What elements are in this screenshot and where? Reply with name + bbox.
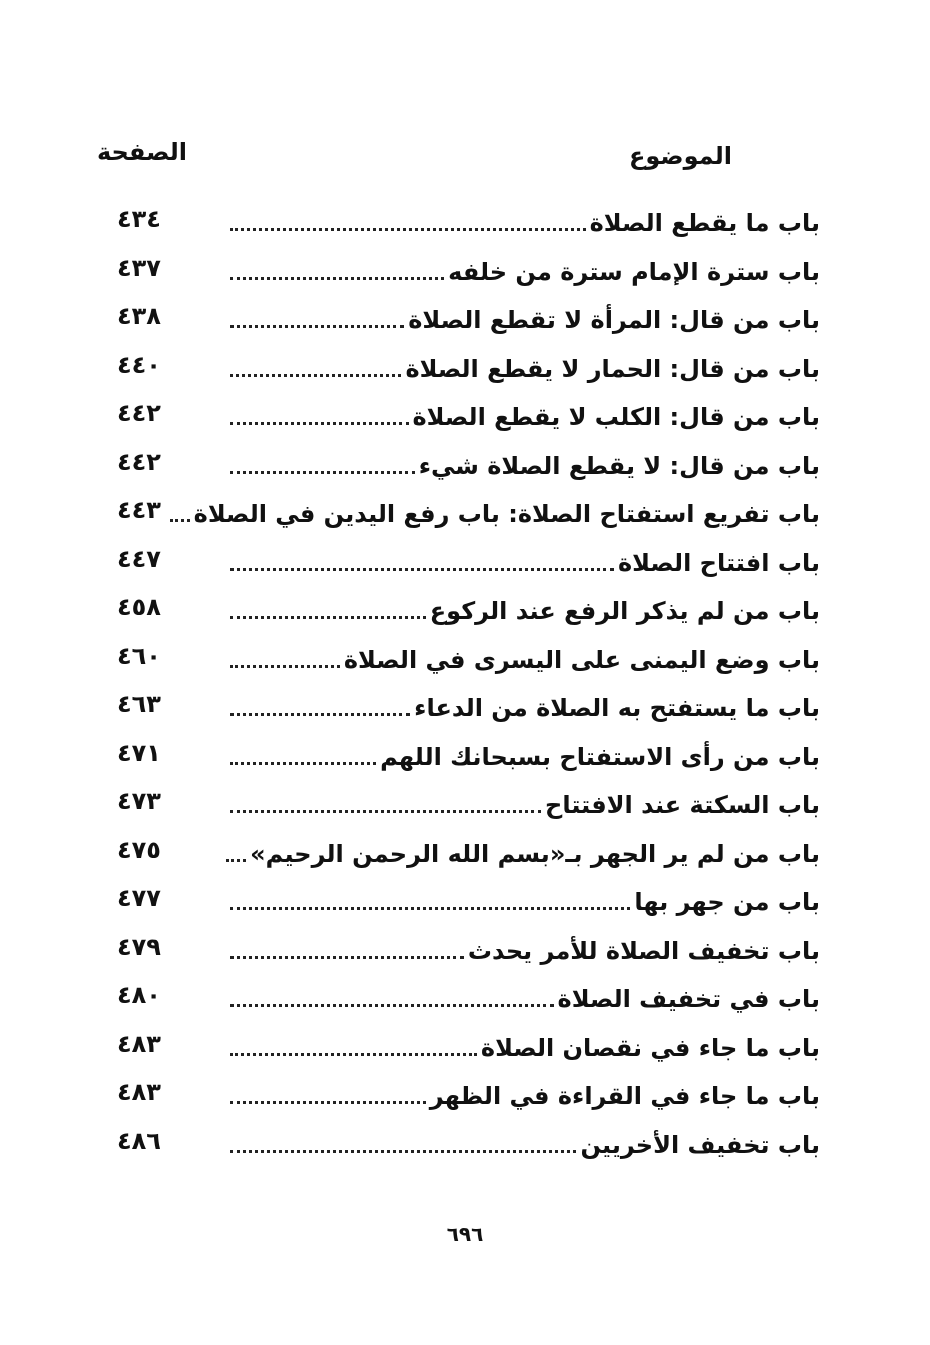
dot-leader xyxy=(230,568,614,571)
dot-leader xyxy=(230,907,630,910)
toc-entry xyxy=(0,1029,930,1073)
dot-leader xyxy=(230,713,410,716)
dot-leader xyxy=(230,956,464,959)
toc-entry-page-number: ٤٧٩ xyxy=(117,932,161,961)
dot-leader xyxy=(230,1101,426,1104)
toc-entry-line xyxy=(193,499,820,529)
toc-entry-line xyxy=(230,693,820,723)
folio-page-number: ٦٩٦ xyxy=(446,1222,484,1246)
toc-entry-line xyxy=(230,596,820,626)
toc-entry xyxy=(0,350,930,394)
toc-entry-title: باب سترة الإمام سترة من خلفه xyxy=(448,257,820,286)
toc-entry-title: باب من رأى الاستفتاح بسبحانك اللهم xyxy=(380,742,820,771)
toc-entry xyxy=(0,641,930,685)
toc-entry-title: باب من قال: الكلب لا يقطع الصلاة xyxy=(412,403,820,431)
dot-leader xyxy=(230,1004,554,1007)
toc-entry xyxy=(0,1077,930,1121)
toc-entry-line xyxy=(230,936,820,966)
dot-leader xyxy=(230,277,444,280)
toc-entry-title: باب تخفيف الصلاة للأمر يحدث xyxy=(467,936,820,965)
dot-leader xyxy=(230,762,376,765)
toc-entry-line xyxy=(230,354,820,384)
dot-leader xyxy=(230,471,415,474)
toc-entry-page-number: ٤٤٢ xyxy=(117,399,161,427)
toc-entry-page-number: ٤٣٨ xyxy=(117,302,161,330)
toc-entry-title: باب تخفيف الأخريين xyxy=(580,1130,820,1159)
dot-leader xyxy=(230,325,404,328)
dot-leader xyxy=(230,1150,576,1153)
toc-entry xyxy=(0,980,930,1024)
toc-entry-title: باب تفريع استفتاح الصلاة: باب رفع اليدين في الصلاة xyxy=(193,500,820,528)
toc-entry-page-number: ٤٦٣ xyxy=(117,690,161,718)
dot-leader xyxy=(230,665,340,668)
toc-entry-title: باب من قال: لا يقطع الصلاة شيء xyxy=(418,451,820,480)
toc-entry-line xyxy=(230,1081,820,1111)
toc-entry-page-number: ٤٨٦ xyxy=(117,1126,161,1155)
dot-leader xyxy=(230,616,426,619)
header-page-label: الصفحة xyxy=(97,138,188,166)
toc-entry-line xyxy=(230,790,820,820)
toc-entry-line xyxy=(230,257,820,287)
toc-entry xyxy=(0,204,930,248)
toc-entry-page-number: ٤٧١ xyxy=(117,738,161,767)
toc-entry-line xyxy=(230,742,820,772)
toc-entry xyxy=(0,883,930,927)
toc-entry-page-number: ٤٤٧ xyxy=(117,544,161,573)
toc-entry-page-number: ٤٤٣ xyxy=(117,496,161,524)
toc-entry xyxy=(0,301,930,345)
toc-entry xyxy=(0,398,930,442)
toc-entry-page-number: ٤٥٨ xyxy=(117,593,161,621)
toc-entry-page-number: ٤٧٣ xyxy=(117,787,161,815)
toc-entry xyxy=(0,738,930,782)
toc-entry-line xyxy=(230,839,820,869)
dot-leader xyxy=(230,228,586,231)
toc-entry xyxy=(0,932,930,976)
toc-entry-page-number: ٤٨٠ xyxy=(117,981,161,1009)
toc-entry-page-number: ٤٤٢ xyxy=(117,447,161,476)
toc-entry-page-number: ٤٧٧ xyxy=(117,884,161,912)
toc-entry-title: باب في تخفيف الصلاة xyxy=(557,985,820,1013)
toc-entry xyxy=(0,447,930,491)
dot-leader xyxy=(230,810,541,813)
toc-entry-line xyxy=(230,645,820,675)
toc-entry-page-number: ٤٨٣ xyxy=(117,1029,161,1058)
dot-leader xyxy=(226,859,246,862)
toc-entry-title: باب ما جاء في القراءة في الظهر xyxy=(429,1082,820,1110)
toc-entry-title: باب ما يقطع الصلاة xyxy=(589,209,820,237)
toc-entry-page-number: ٤٤٠ xyxy=(117,350,161,379)
toc-entry xyxy=(0,835,930,879)
dot-leader xyxy=(230,422,409,425)
toc-entry-page-number: ٤٣٧ xyxy=(117,253,161,282)
toc-entry-line xyxy=(230,887,820,917)
toc-entry-page-number: ٤٨٣ xyxy=(117,1078,161,1106)
toc-entry xyxy=(0,786,930,830)
toc-entry xyxy=(0,495,930,539)
toc-entry-line xyxy=(230,1033,820,1063)
toc-entry-title: باب من لم ير الجهر بـ«بسم الله الرحمن الرحيم» xyxy=(250,839,820,868)
toc-entry-page-number: ٤٦٠ xyxy=(117,641,161,670)
toc-entry-title: باب من قال: الحمار لا يقطع الصلاة xyxy=(405,354,820,383)
toc-entry-title: باب افتتاح الصلاة xyxy=(618,548,820,577)
dot-leader xyxy=(230,1053,477,1056)
toc-entry-title: باب وضع اليمنى على اليسرى في الصلاة xyxy=(343,645,820,674)
toc-entry-title: باب ما جاء في نقصان الصلاة xyxy=(480,1033,820,1062)
header-topic-label: الموضوع xyxy=(628,142,732,170)
toc-entry xyxy=(0,544,930,588)
dot-leader xyxy=(230,374,401,377)
toc-entry-title: باب من قال: المرأة لا تقطع الصلاة xyxy=(408,306,820,334)
toc-entry-line xyxy=(230,548,820,578)
toc-entry-title: باب ما يستفتح به الصلاة من الدعاء xyxy=(414,694,820,722)
toc-entry-title: باب السكتة عند الافتتاح xyxy=(545,791,820,819)
toc-entry-title: باب من لم يذكر الرفع عند الركوع xyxy=(429,597,820,625)
toc-entry-page-number: ٤٣٤ xyxy=(117,205,161,233)
toc-entry xyxy=(0,1126,930,1170)
toc-entry-line xyxy=(230,305,820,335)
toc-entry-line xyxy=(230,984,820,1014)
toc-entry xyxy=(0,592,930,636)
toc-entry xyxy=(0,689,930,733)
toc-entry-line xyxy=(230,208,820,238)
toc-entry-line xyxy=(230,1130,820,1160)
toc-entry-title: باب من جهر بها xyxy=(634,888,820,916)
toc-entry-line xyxy=(230,402,820,432)
toc-entry xyxy=(0,253,930,297)
toc-entry-page-number: ٤٧٥ xyxy=(117,835,161,864)
toc-entry-line xyxy=(230,451,820,481)
